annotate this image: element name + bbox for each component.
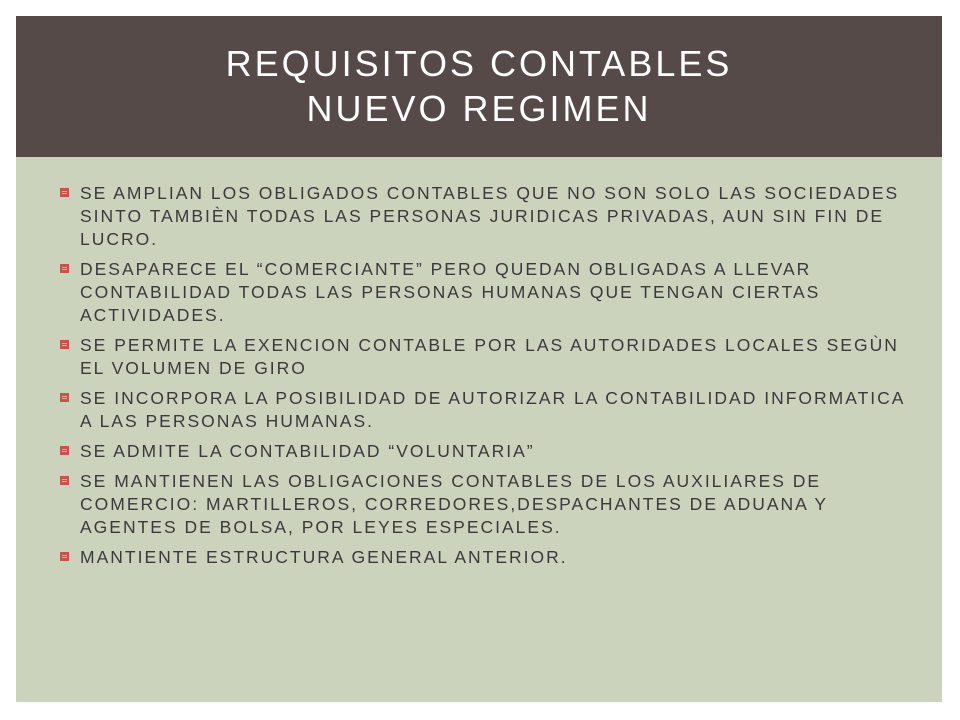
bullet-item [60, 334, 920, 380]
bullet-text: SE PERMITE LA EXENCION CONTABLE POR LAS AUTORIDADES LOCALES SEGÙN EL VOLUMEN DE GIRO [80, 335, 899, 378]
square-bullet-icon [60, 446, 69, 455]
bullet-text: MANTIENTE ESTRUCTURA GENERAL ANTERIOR. [80, 547, 568, 567]
slide-title-line-2: NUEVO REGIMEN [306, 88, 652, 129]
bullet-item [60, 258, 920, 327]
title-band [16, 16, 942, 157]
bullet-text: SE MANTIENEN LAS OBLIGACIONES CONTABLES DE LOS AUXILIARES DE COMERCIO: MARTILLEROS, CORREDORES,DESPACHANTES DE ADUANA Y AGENTES DE BOLSA, POR LEYES ESPECIALES. [80, 471, 828, 537]
square-bullet-icon [60, 476, 69, 485]
bullet-text: SE INCORPORA LA POSIBILIDAD DE AUTORIZAR LA CONTABILIDAD INFORMATICA A LAS PERSONAS HUMANAS. [80, 388, 905, 431]
bullet-item [60, 387, 920, 433]
slide-title-line-1: REQUISITOS CONTABLES [225, 43, 733, 84]
bullet-item [60, 440, 920, 463]
square-bullet-icon [60, 264, 69, 273]
bullet-item [60, 182, 920, 251]
square-bullet-icon [60, 552, 69, 561]
square-bullet-icon [60, 393, 69, 402]
square-bullet-icon [60, 340, 69, 349]
bullet-text: SE ADMITE LA CONTABILIDAD “VOLUNTARIA” [80, 441, 535, 461]
square-bullet-icon [60, 188, 69, 197]
bullet-item [60, 546, 920, 569]
bullet-text: DESAPARECE EL “COMERCIANTE” PERO QUEDAN OBLIGADAS A LLEVAR CONTABILIDAD TODAS LAS PERSONAS HUMANAS QUE TENGAN CIERTAS ACTIVIDADES. [80, 259, 821, 325]
bullet-text: SE AMPLIAN LOS OBLIGADOS CONTABLES QUE NO SON SOLO LAS SOCIEDADES SINTO TAMBIÈN TODAS LAS PERSONAS JURIDICAS PRIVADAS, AUN SIN FIN DE LUCRO. [80, 183, 900, 249]
bullet-item [60, 470, 920, 539]
slide-body [60, 182, 920, 576]
bullet-list [60, 182, 920, 569]
